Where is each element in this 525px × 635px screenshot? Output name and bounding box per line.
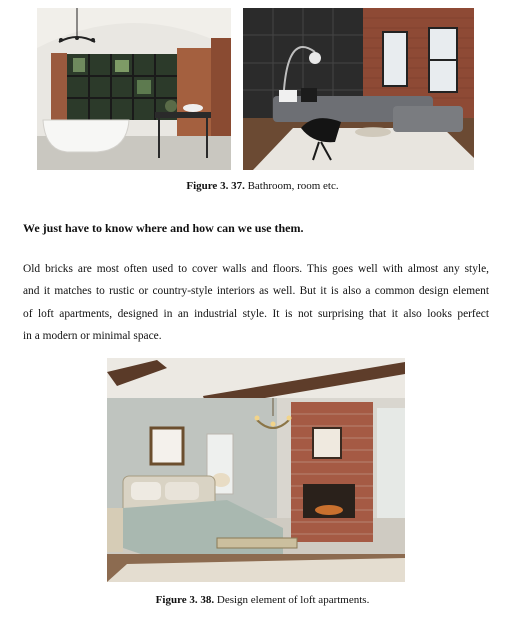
figure-caption-text: Design element of loft apartments. xyxy=(214,594,370,606)
figure-number: Figure 3. 37. xyxy=(186,180,245,192)
paragraph-line: in a modern or minimal space. xyxy=(23,329,162,342)
paragraph-line: and it matches to rustic or country-style interiors as well. But it is also a common design element xyxy=(23,285,489,298)
figure-caption-text: Bathroom, room etc. xyxy=(244,180,339,192)
bathroom-photo xyxy=(37,8,231,170)
living-room-photo xyxy=(243,8,474,170)
paragraph-line: Old bricks are most often used to cover walls and floors. This goes well with almost any style, xyxy=(23,263,489,275)
paragraph-line: of loft apartments, designed in an industrial style. It is not surprising that it also looks perfect xyxy=(23,307,489,320)
section-heading: We just have to know where and how can we use them. xyxy=(23,221,304,235)
body-paragraph xyxy=(23,258,489,347)
bedroom-photo xyxy=(107,358,405,582)
figure-number: Figure 3. 38. xyxy=(155,594,215,606)
figure-caption-1 xyxy=(0,180,525,192)
figure-caption-2 xyxy=(0,594,525,606)
